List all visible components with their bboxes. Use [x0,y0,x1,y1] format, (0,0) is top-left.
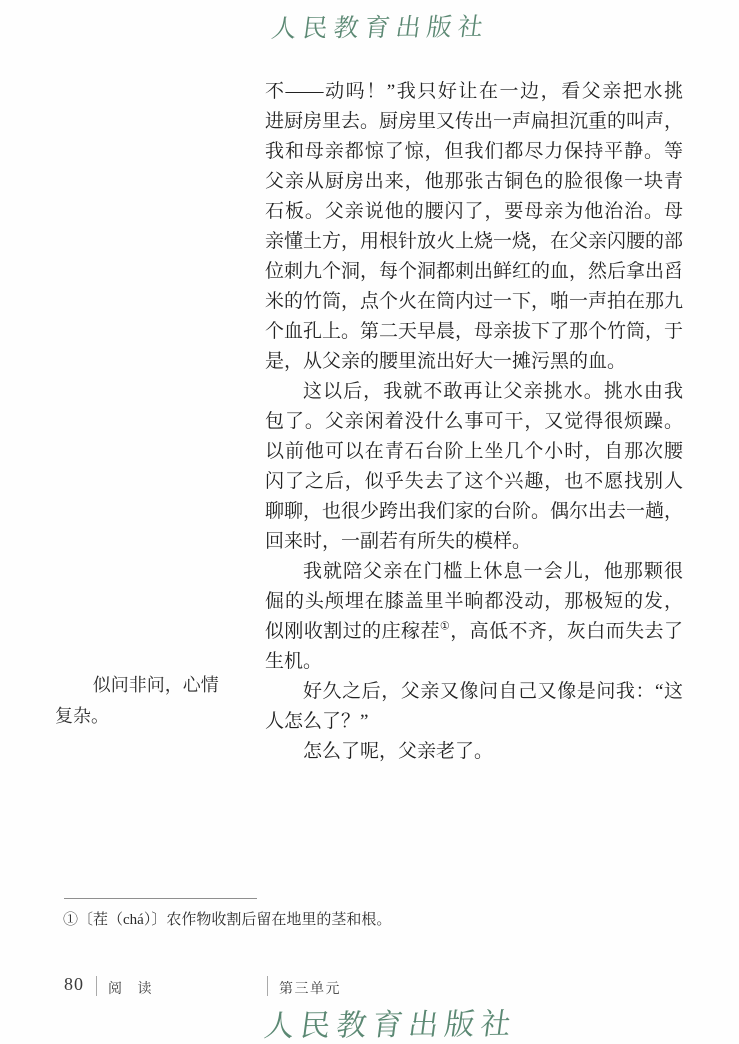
text-line: 是，从父亲的腰里流出好大一摊污黑的血。 [265,351,627,372]
text-line: 父亲从厨房出来，他那张古铜色的脸很像一块青 [265,171,683,192]
text-line: 怎么了呢，父亲老了。 [303,741,494,762]
text-line: 不——动吗！”我只好让在一边，看父亲把水挑 [265,81,683,102]
footnote: ①〔茬（chá）〕农作物收割后留在地里的茎和根。 [63,912,392,928]
footer-unit-label: 第三单元 [279,982,341,997]
text-line: 米的竹筒，点个火在筒内过一下，啪一声拍在那九 [265,291,684,312]
footer-section-label: 阅 读 [108,982,158,997]
text-line: 这以后，我就不敢再让父亲挑水。挑水由我 [303,381,683,402]
text-line: 我就陪父亲在门槛上休息一会儿，他那颗很 [303,561,683,582]
text-line: 我和母亲都惊了惊，但我们都尽力保持平静。等 [265,141,683,162]
margin-note [55,670,235,732]
footnote-marker: ① [439,620,451,633]
text-line: 进厨房里去。厨房里又传出一声扁担沉重的叫声， [265,111,684,132]
margin-note-line: 复杂。 [55,706,109,726]
text-line: 回来时，一副若有所失的模样。 [265,531,532,552]
text-line: 位刺九个洞，每个洞都刺出鲜红的血，然后拿出舀 [265,261,684,282]
publisher-logo-bottom: 人民教育出版社 [262,1007,519,1044]
margin-note-line: 似问非问，心情 [92,675,219,695]
footer-divider-1 [96,976,97,996]
footer-divider-2 [267,976,268,996]
paragraph [265,77,683,377]
text-line: 聊聊，也很少跨出我们家的台阶。偶尔出去一趟， [265,501,684,522]
text-line: 石板。父亲说他的腰闪了，要母亲为他治治。母 [265,201,683,222]
body-text [265,77,683,767]
paragraph [265,677,683,737]
paragraph [265,377,683,557]
text-line: 生机。 [265,651,323,672]
text-line: 亲懂土方，用根针放火上烧一烧，在父亲闪腰的部 [265,231,684,252]
text-line: 人怎么了？” [265,711,369,732]
page-number: 80 [64,974,84,994]
text-line: 以前他可以在青石台阶上坐几个小时，自那次腰 [265,441,683,462]
text-line: 好久之后，父亲又像问自己又像是问我：“这 [303,681,683,702]
text-line: 闪了之后，似乎失去了这个兴趣，也不愿找别人 [265,471,683,492]
paragraph [265,737,683,767]
page-footer [0,974,739,1000]
text-line: 似刚收割过的庄稼茬①，高低不齐，灰白而失去了 [265,620,683,642]
text-line: 包了。父亲闲着没什么事可干，又觉得很烦躁。 [265,411,683,432]
publisher-logo-top: 人民教育出版社 [269,14,491,43]
paragraph [265,557,683,677]
footnote-divider [64,898,257,899]
text-line: 个血孔上。第二天早晨，母亲拔下了那个竹筒，于 [265,321,684,342]
text-line: 倔的头颅埋在膝盖里半晌都没动，那极短的发， [265,591,683,612]
